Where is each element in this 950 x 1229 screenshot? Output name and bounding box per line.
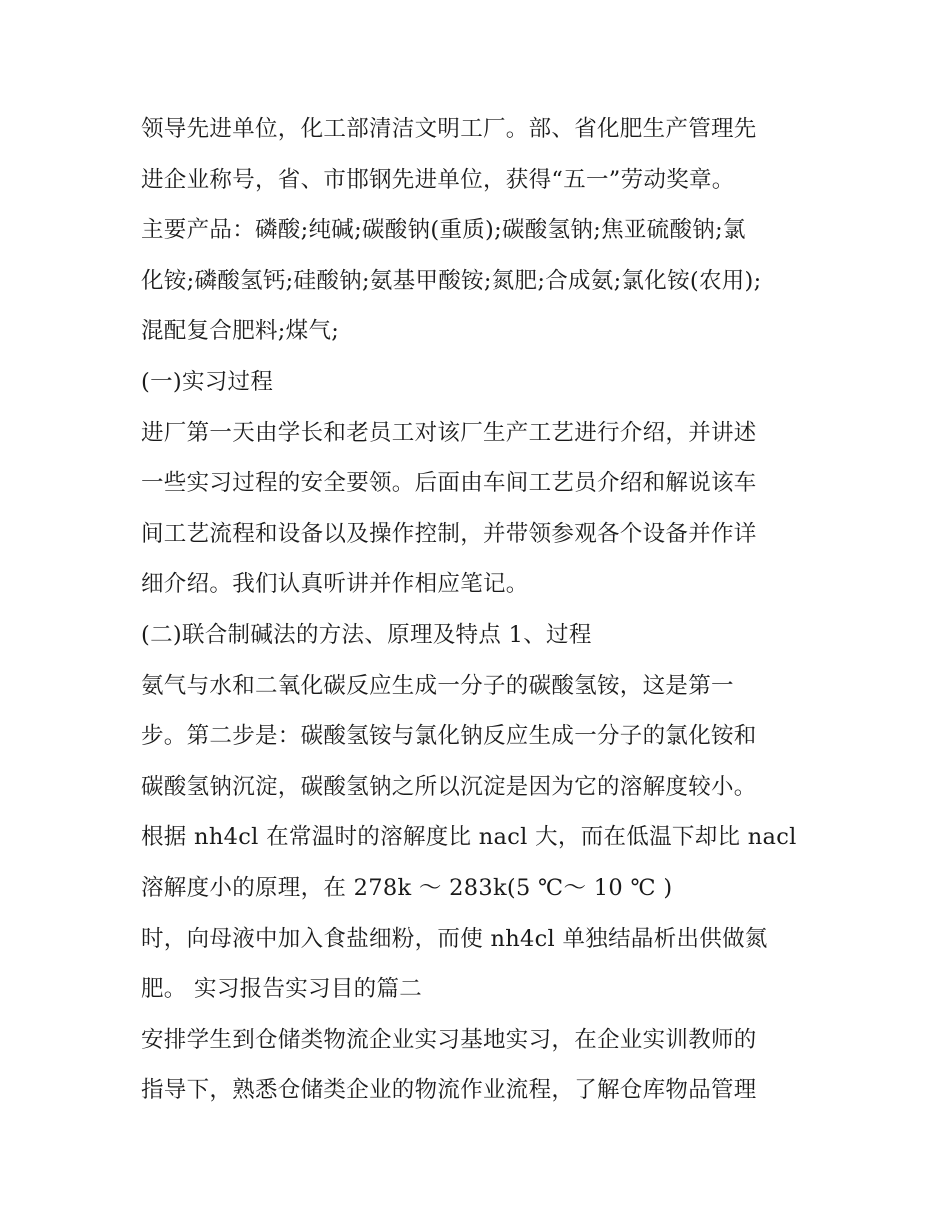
text-line: 进企业称号，省、市邯钢先进单位，获得“五一”劳动奖章。 <box>141 166 735 193</box>
text-line: 间工艺流程和设备以及操作控制，并带领参观各个设备并作详 <box>141 520 757 547</box>
text-line: 一些实习过程的安全要领。后面由车间工艺员介绍和解说该车 <box>141 470 757 497</box>
document-body <box>141 104 821 1116</box>
text-line: 进厂第一天由学长和老员工对该厂生产工艺进行介绍，并讲述 <box>141 419 757 446</box>
text-line: 碳酸氢钠沉淀，碳酸氢钠之所以沉淀是因为它的溶解度较小。 <box>141 773 757 800</box>
text-line: 指导下，熟悉仓储类企业的物流作业流程，了解仓库物品管理 <box>141 1077 757 1104</box>
section-heading: (一)实习过程 <box>141 368 274 395</box>
text-line: 混配复合肥料;煤气; <box>141 318 340 345</box>
text-line: 安排学生到仓储类物流企业实习基地实习，在企业实训教师的 <box>141 1026 757 1053</box>
text-line: 化铵;磷酸氢钙;硅酸钠;氨基甲酸铵;氮肥;合成氨;氯化铵(农用); <box>141 267 762 294</box>
text-line: 主要产品：磷酸;纯碱;碳酸钠(重质);碳酸氢钠;焦亚硫酸钠;氯 <box>141 217 746 244</box>
text-line: 根据 nh4cl 在常温时的溶解度比 nacl 大，而在低温下却比 nacl <box>141 824 797 851</box>
text-line: 时，向母液中加入食盐细粉，而使 nh4cl 单独结晶析出供做氮 <box>141 925 768 952</box>
text-line: 领导先进单位，化工部清洁文明工厂。部、省化肥生产管理先 <box>141 116 757 142</box>
section-heading: (二)联合制碱法的方法、原理及特点 1、过程 <box>141 621 592 648</box>
text-line: 肥。 实习报告实习目的篇二 <box>141 976 423 1003</box>
text-line: 细介绍。我们认真听讲并作相应笔记。 <box>141 571 529 598</box>
text-line: 溶解度小的原理，在 278k ～ 283k(5 ℃～ 10 ℃ ) <box>141 874 673 901</box>
text-line: 氨气与水和二氧化碳反应生成一分子的碳酸氢铵，这是第一 <box>141 672 734 699</box>
text-line: 步。第二步是：碳酸氢铵与氯化钠反应生成一分子的氯化铵和 <box>141 723 757 750</box>
